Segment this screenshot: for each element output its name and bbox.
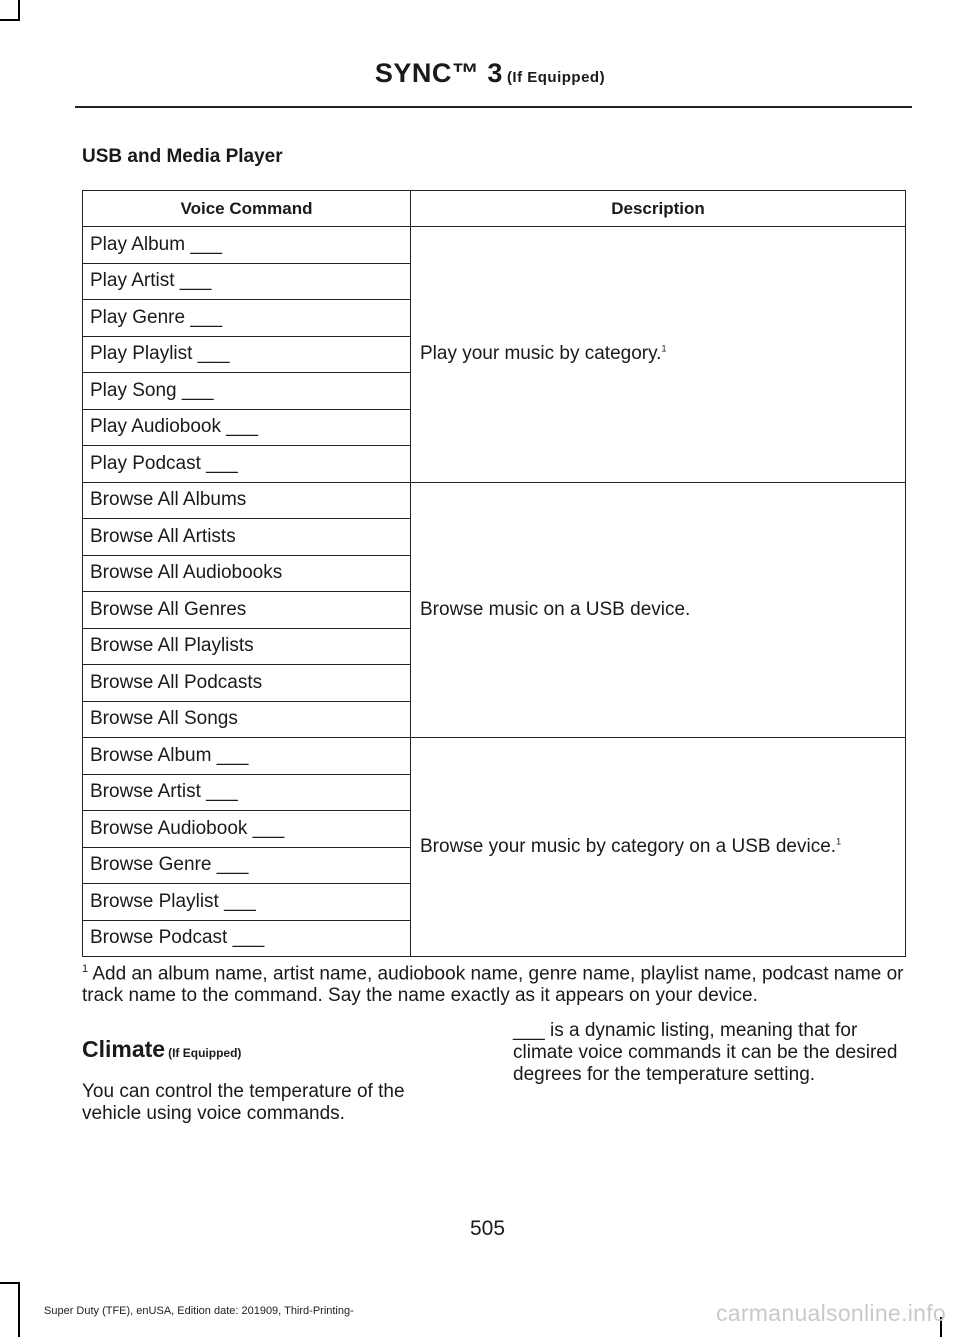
- table-row: [83, 738, 906, 775]
- climate-heading: [82, 1036, 462, 1063]
- voice-command-cell: Browse Audiobook ___: [83, 811, 411, 848]
- footnote-marker: 1: [82, 963, 89, 975]
- voice-command-cell: Browse All Albums: [83, 482, 411, 519]
- description-text: Browse music on a USB device.: [420, 598, 691, 620]
- description-text: Browse your music by category on a USB device.: [420, 836, 837, 857]
- climate-note: ___ is a dynamic listing, meaning that for climate voice commands it can be the desired degrees for the temperature setting.: [513, 1020, 898, 1085]
- voice-command-table: [82, 190, 906, 957]
- description-cell: [411, 227, 906, 483]
- watermark: carmanualsonline.info: [715, 1300, 946, 1326]
- voice-command-cell: Play Album ___: [83, 227, 411, 264]
- voice-command-cell: Browse All Podcasts: [83, 665, 411, 702]
- voice-command-cell: Browse All Songs: [83, 701, 411, 738]
- crop-mark: [0, 1282, 20, 1284]
- page-number: 505: [469, 1217, 506, 1240]
- header-subtitle: (If Equipped): [506, 69, 606, 86]
- voice-command-cell: Play Playlist ___: [83, 336, 411, 373]
- header-divider: [75, 106, 912, 108]
- footnote-reference: 1: [836, 836, 842, 847]
- page-header: [20, 58, 960, 89]
- footnote-reference: 1: [661, 343, 667, 354]
- footnote-text: Add an album name, artist name, audiobook name, genre name, playlist name, podcast name or track name to the command. Say the name exactly as it appears on your device.: [82, 963, 904, 1007]
- description-cell: [411, 482, 906, 738]
- section-title: USB and Media Player: [82, 146, 283, 167]
- column-header-description: Description: [411, 191, 906, 227]
- crop-mark: [0, 19, 20, 21]
- voice-command-cell: Play Audiobook ___: [83, 409, 411, 446]
- voice-command-cell: Play Podcast ___: [83, 446, 411, 483]
- climate-paragraph: You can control the temperature of the vehicle using voice commands.: [82, 1081, 405, 1124]
- voice-command-cell: Browse All Audiobooks: [83, 555, 411, 592]
- crop-mark: [18, 1282, 20, 1337]
- climate-section: [82, 1036, 462, 1125]
- column-header-voice-command: Voice Command: [83, 191, 411, 227]
- voice-command-cell: Browse All Genres: [83, 592, 411, 629]
- voice-command-cell: Browse Album ___: [83, 738, 411, 775]
- voice-command-cell: Browse Genre ___: [83, 847, 411, 884]
- description-cell: [411, 738, 906, 957]
- crop-mark: [18, 0, 20, 20]
- table-header-row: [83, 191, 906, 227]
- edition-info: Super Duty (TFE), enUSA, Edition date: 201909, Third-Printing-: [44, 1305, 354, 1317]
- description-text: Play your music by category.: [420, 343, 662, 365]
- voice-command-cell: Browse All Playlists: [83, 628, 411, 665]
- voice-command-cell: Play Song ___: [83, 373, 411, 410]
- climate-title: Climate: [82, 1036, 166, 1062]
- voice-command-cell: Browse Playlist ___: [83, 884, 411, 921]
- voice-command-cell: Play Genre ___: [83, 300, 411, 337]
- table-row: [83, 227, 906, 264]
- voice-command-cell: Browse Podcast ___: [83, 920, 411, 957]
- footnote: [82, 958, 912, 1007]
- table-row: [83, 482, 906, 519]
- voice-command-cell: Browse All Artists: [83, 519, 411, 556]
- header-title: SYNC™ 3: [374, 58, 503, 88]
- voice-command-cell: Browse Artist ___: [83, 774, 411, 811]
- climate-subtitle: (If Equipped): [168, 1046, 242, 1060]
- voice-command-cell: Play Artist ___: [83, 263, 411, 300]
